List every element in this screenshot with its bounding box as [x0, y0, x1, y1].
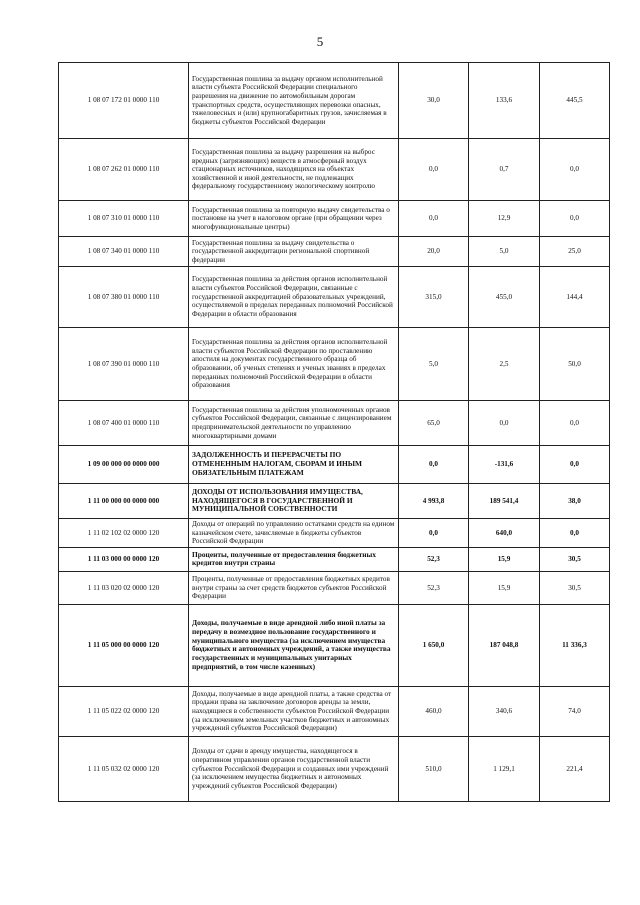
budget-code-cell: 1 11 03 020 02 0000 120	[59, 571, 189, 604]
value-cell-2: 340,6	[469, 686, 540, 736]
budget-code-cell: 1 09 00 000 00 0000 000	[59, 446, 189, 484]
value-cell-1: 20,0	[399, 237, 469, 267]
revenue-name-cell: Государственная пошлина за действия органов исполнительной власти субъектов Российской Федерации по проставлению апостиля на документах государственного образца об образовании, об ученых степенях и ученых званиях в пределах переданных полномочий Российской Федерации в области образования	[189, 328, 399, 401]
budget-code-cell: 1 08 07 262 01 0000 110	[59, 139, 189, 201]
value-cell-1: 0,0	[399, 446, 469, 484]
revenue-name-cell: Проценты, полученные от предоставления бюджетных кредитов внутри страны за счет средств бюджетов субъектов Российской Федерации	[189, 571, 399, 604]
value-cell-3: 74,0	[540, 686, 610, 736]
table-row	[59, 446, 610, 484]
budget-code-cell: 1 11 02 102 02 0000 120	[59, 519, 189, 548]
value-cell-1: 315,0	[399, 267, 469, 328]
budget-code-cell: 1 08 07 340 01 0000 110	[59, 237, 189, 267]
value-cell-1: 0,0	[399, 519, 469, 548]
value-cell-2: 0,0	[469, 401, 540, 446]
table-row	[59, 267, 610, 328]
revenue-name-cell: Государственная пошлина за выдачу разрешения на выброс вредных (загрязняющих) веществ в атмосферный воздух стационарных источников, находящихся на объектах хозяйственной и иной деятельности, не подлежащих федеральному государственному экологическому контролю	[189, 139, 399, 201]
revenue-name-cell: ДОХОДЫ ОТ ИСПОЛЬЗОВАНИЯ ИМУЩЕСТВА, НАХОДЯЩЕГОСЯ В ГОСУДАРСТВЕННОЙ И МУНИЦИПАЛЬНОЙ СОБСТВЕННОСТИ	[189, 484, 399, 519]
table-row	[59, 63, 610, 139]
table-row	[59, 328, 610, 401]
value-cell-3: 445,5	[540, 63, 610, 139]
revenue-name-cell: ЗАДОЛЖЕННОСТЬ И ПЕРЕРАСЧЕТЫ ПО ОТМЕНЕННЫМ НАЛОГАМ, СБОРАМ И ИНЫМ ОБЯЗАТЕЛЬНЫМ ПЛАТЕЖАМ	[189, 446, 399, 484]
value-cell-3: 0,0	[540, 201, 610, 237]
value-cell-2: 12,9	[469, 201, 540, 237]
budget-code-cell: 1 08 07 310 01 0000 110	[59, 201, 189, 237]
value-cell-3: 30,5	[540, 571, 610, 604]
table-row	[59, 484, 610, 519]
table-row	[59, 736, 610, 801]
value-cell-1: 0,0	[399, 201, 469, 237]
revenue-name-cell: Государственная пошлина за выдачу органом исполнительной власти субъекта Российской Федерации специального разрешения на движение по автомобильным дорогам транспортных средств, осуществляющих перевозки опасных, тяжеловесных и (или) крупногабаритных грузов, зачисляемая в бюджеты субъектов Российской Федерации	[189, 63, 399, 139]
table-row	[59, 237, 610, 267]
revenue-name-cell: Государственная пошлина за выдачу свидетельства о государственной аккредитации региональной спортивной федерации	[189, 237, 399, 267]
value-cell-2: 15,9	[469, 571, 540, 604]
value-cell-2: 0,7	[469, 139, 540, 201]
value-cell-1: 0,0	[399, 139, 469, 201]
table-row	[59, 571, 610, 604]
value-cell-3: 0,0	[540, 139, 610, 201]
value-cell-1: 5,0	[399, 328, 469, 401]
value-cell-3: 0,0	[540, 519, 610, 548]
table-row	[59, 519, 610, 548]
revenue-name-cell: Доходы от операций по управлению остатками средств на едином казначейском счете, зачисляемые в бюджеты субъектов Российской Федерации	[189, 519, 399, 548]
table-body	[59, 63, 610, 802]
budget-code-cell: 1 08 07 380 01 0000 110	[59, 267, 189, 328]
value-cell-1: 4 993,8	[399, 484, 469, 519]
value-cell-2: 15,9	[469, 547, 540, 571]
value-cell-3: 50,0	[540, 328, 610, 401]
value-cell-3: 38,0	[540, 484, 610, 519]
table-row	[59, 547, 610, 571]
budget-code-cell: 1 08 07 390 01 0000 110	[59, 328, 189, 401]
value-cell-2: 640,0	[469, 519, 540, 548]
table-row	[59, 686, 610, 736]
budget-code-cell: 1 08 07 172 01 0000 110	[59, 63, 189, 139]
table-row	[59, 604, 610, 686]
page-number: 5	[316, 34, 324, 49]
value-cell-3: 25,0	[540, 237, 610, 267]
table-row	[59, 201, 610, 237]
budget-code-cell: 1 11 03 000 00 0000 120	[59, 547, 189, 571]
value-cell-3: 0,0	[540, 446, 610, 484]
budget-code-cell: 1 11 00 000 00 0000 000	[59, 484, 189, 519]
value-cell-1: 65,0	[399, 401, 469, 446]
value-cell-2: 1 129,1	[469, 736, 540, 801]
value-cell-3: 221,4	[540, 736, 610, 801]
value-cell-3: 30,5	[540, 547, 610, 571]
value-cell-1: 1 650,0	[399, 604, 469, 686]
value-cell-2: -131,6	[469, 446, 540, 484]
value-cell-2: 5,0	[469, 237, 540, 267]
value-cell-1: 510,0	[399, 736, 469, 801]
value-cell-2: 455,0	[469, 267, 540, 328]
value-cell-2: 2,5	[469, 328, 540, 401]
value-cell-1: 52,3	[399, 571, 469, 604]
value-cell-2: 187 048,8	[469, 604, 540, 686]
revenue-name-cell: Государственная пошлина за повторную выдачу свидетельства о постановке на учет в налоговом органе (при обращении через многофункциональные центры)	[189, 201, 399, 237]
revenue-name-cell: Государственная пошлина за действия органов исполнительной власти субъектов Российской Федерации, связанные с государственной аккредитацией образовательных учреждений, осуществляемой в пределах переданных полномочий Российской Федерации в области образования	[189, 267, 399, 328]
revenue-name-cell: Государственная пошлина за действия уполномоченных органов субъектов Российской Федерации, связанные с лицензированием предпринимательской деятельности по управлению многоквартирными домами	[189, 401, 399, 446]
budget-code-cell: 1 11 05 000 00 0000 120	[59, 604, 189, 686]
value-cell-2: 189 541,4	[469, 484, 540, 519]
revenue-name-cell: Проценты, полученные от предоставления бюджетных кредитов внутри страны	[189, 547, 399, 571]
table-row	[59, 139, 610, 201]
value-cell-3: 144,4	[540, 267, 610, 328]
budget-revenue-table	[58, 62, 610, 802]
value-cell-2: 133,6	[469, 63, 540, 139]
value-cell-1: 30,0	[399, 63, 469, 139]
budget-code-cell: 1 11 05 032 02 0000 120	[59, 736, 189, 801]
value-cell-3: 0,0	[540, 401, 610, 446]
revenue-name-cell: Доходы, получаемые в виде арендной либо иной платы за передачу в возмездное пользование государственного и муниципального имущества (за исключением имущества бюджетных и автономных учреждений, а также имущества государственных и муниципальных унитарных предприятий, в том числе казенных)	[189, 604, 399, 686]
revenue-name-cell: Доходы от сдачи в аренду имущества, находящегося в оперативном управлении органов государственной власти субъектов Российской Федерации и созданных ими учреждений (за исключением имущества бюджетных и автономных учреждений субъектов Российской Федерации)	[189, 736, 399, 801]
value-cell-3: 11 336,3	[540, 604, 610, 686]
budget-code-cell: 1 11 05 022 02 0000 120	[59, 686, 189, 736]
value-cell-1: 460,0	[399, 686, 469, 736]
revenue-name-cell: Доходы, получаемые в виде арендной платы, а также средства от продажи права на заключение договоров аренды за земли, находящиеся в собственности субъектов Российской Федерации (за исключением земельных участков бюджетных и автономных учреждений субъектов Российской Федерации)	[189, 686, 399, 736]
table-row	[59, 401, 610, 446]
value-cell-1: 52,3	[399, 547, 469, 571]
budget-code-cell: 1 08 07 400 01 0000 110	[59, 401, 189, 446]
